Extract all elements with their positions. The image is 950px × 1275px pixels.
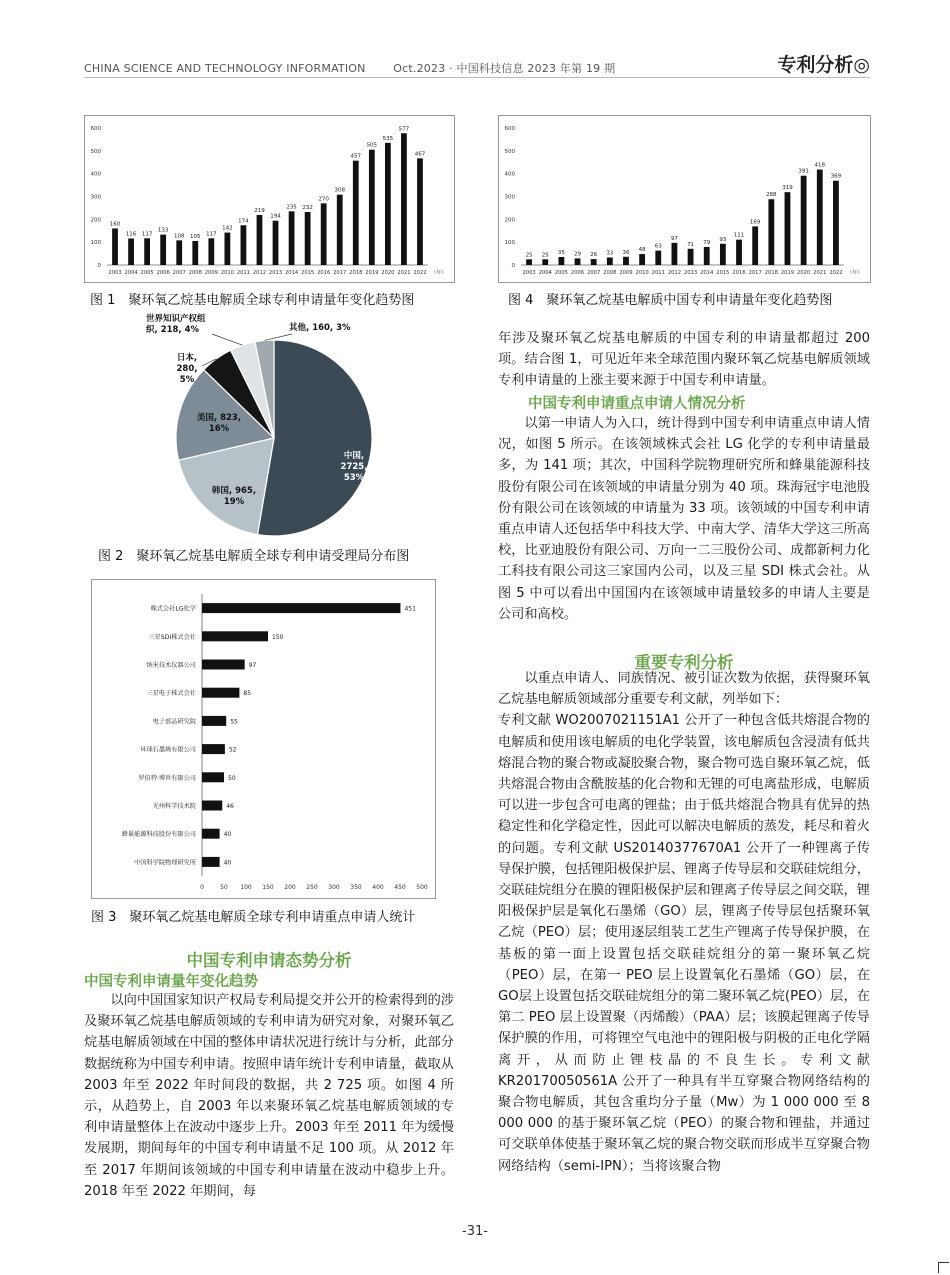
data-label: 577	[398, 126, 410, 133]
data-label: 418	[814, 162, 826, 169]
bar	[224, 233, 230, 265]
bar	[558, 257, 564, 265]
x-tick-label: 2006	[156, 270, 170, 276]
bar	[273, 221, 279, 265]
x-tick-label: 2004	[538, 270, 552, 276]
bar	[128, 239, 134, 265]
x-tick-label: 500	[416, 884, 428, 891]
y-tick-label: 200	[504, 217, 515, 224]
data-label: 33	[606, 250, 614, 257]
bar	[833, 181, 839, 265]
category-label: 蜂巢能源科技股份有限公司	[121, 831, 196, 839]
category-label: 纳米技术仪器公司	[146, 662, 196, 669]
data-label: 232	[302, 205, 313, 212]
data-label: 36	[622, 249, 630, 256]
data-label: 308	[334, 187, 345, 194]
data-label: 48	[638, 247, 646, 254]
x-tick-label: 2017	[333, 270, 347, 276]
slice-label: 16%	[208, 424, 230, 434]
figure-2-caption: 图 2 聚环氧乙烷基电解质全球专利申请受理局分布图	[98, 549, 410, 564]
data-label: 235	[286, 204, 297, 211]
data-label: 174	[238, 218, 249, 225]
x-unit-label: （年）	[431, 270, 447, 276]
bar	[385, 143, 391, 265]
slice-label: 中国,	[343, 451, 365, 461]
data-label: 133	[157, 227, 169, 234]
data-label: 219	[254, 207, 265, 214]
paragraph: 以第一申请人为入口，统计得到中国专利申请重点申请人情况，如图 5 所示。在该领域株式会社 LG 化学的专利申请量最多，为 141 项；其次，中国科学院物理研究所和蜂巢能源科技股份有限公司在该领域的申请量分别为 40 项。珠海冠宇电池股份有限公司在该领域的申请量为 33 项。该领域的中国专利申请重点申请人还包括华中科技大学、中南大学、清华大学这三所高校，比亚迪股份有限公司、万向一二三股份公司、成都新柯力化工科技有限公司这三家国内公司，以及三星 SDI 株式会社。从图 5 中可以看出中国国内在该领域申请量较多的申请人主要是公司和高校。	[498, 416, 870, 622]
x-tick-label: 100	[240, 884, 252, 891]
bar	[785, 192, 791, 265]
data-label: 288	[766, 192, 777, 199]
x-tick-label: 2007	[587, 270, 601, 276]
slice-label: 其他, 160, 3%	[289, 323, 351, 333]
x-tick-label: 2017	[748, 270, 762, 276]
x-tick-label: 300	[328, 884, 340, 891]
x-tick-label: 2009	[619, 270, 633, 276]
section-label: 专利分析◎	[777, 54, 870, 76]
right-column-top	[498, 328, 870, 392]
bar	[526, 259, 532, 265]
data-label: 93	[719, 236, 727, 243]
bar	[144, 238, 150, 265]
data-label: 85	[243, 690, 252, 698]
data-label: 29	[574, 251, 582, 258]
x-unit-label: （年）	[847, 270, 863, 276]
data-label: 40	[223, 831, 232, 839]
x-tick-label: 2015	[301, 270, 315, 276]
slice-label: 日本,	[176, 353, 198, 363]
bar	[575, 258, 581, 265]
x-tick-label: 350	[350, 884, 362, 891]
page-number: -31-	[462, 1224, 488, 1239]
category-label: 罗伯特·博世有限公司	[138, 774, 196, 782]
bar	[736, 240, 742, 265]
bar	[801, 176, 807, 265]
data-label: 116	[125, 231, 137, 238]
category-label: 株式会社LG化学	[150, 605, 196, 613]
x-tick-label: 2010	[635, 270, 649, 276]
x-tick-label: 2013	[683, 270, 698, 276]
data-label: 79	[703, 239, 711, 246]
bar	[672, 243, 678, 265]
bar	[401, 133, 407, 265]
bar	[353, 161, 359, 265]
data-label: 319	[782, 185, 793, 192]
figure-4-chart	[498, 115, 871, 283]
left-column-body	[84, 990, 454, 1202]
data-label: 97	[248, 662, 257, 669]
bar	[752, 226, 758, 265]
figure-4-caption: 图 4 聚环氧乙烷基电解质中国专利申请量年变化趋势图	[508, 293, 833, 308]
subsection-title-yearly: 中国专利申请量年变化趋势	[84, 974, 258, 990]
x-tick-label: 2019	[365, 270, 379, 276]
data-label: 25	[541, 252, 549, 259]
category-label: 环球石墨烯有限公司	[140, 746, 196, 754]
data-label: 391	[798, 168, 809, 175]
x-tick-label: 250	[306, 884, 318, 891]
x-tick-label: 0	[200, 884, 204, 891]
y-tick-label: 0	[511, 263, 515, 269]
slice-label: 世界知识产权组	[146, 314, 206, 324]
bar	[704, 247, 710, 265]
data-label: 369	[830, 173, 842, 180]
x-tick-label: 450	[394, 884, 406, 891]
bar	[176, 240, 182, 265]
crop-mark	[938, 1262, 949, 1273]
y-tick-label: 600	[90, 126, 101, 132]
bar	[688, 249, 694, 265]
x-tick-label: 2005	[140, 270, 154, 276]
y-tick-label: 300	[504, 194, 515, 201]
x-tick-label: 150	[262, 884, 274, 891]
x-tick-label: 200	[284, 884, 296, 891]
y-tick-label: 200	[90, 217, 101, 224]
figure-1-svg	[85, 116, 454, 282]
x-tick-label: 2005	[554, 270, 568, 276]
category-label: 三星电子株式会社	[146, 690, 196, 698]
x-tick-label: 2018	[349, 270, 363, 276]
x-tick-label: 2013	[268, 270, 283, 276]
figure-4-svg	[499, 116, 870, 282]
category-label: 光州科学技术院	[152, 803, 196, 810]
category-label: 中国科学院物理研究所	[134, 859, 196, 867]
data-label: 26	[590, 252, 598, 259]
figure-2-svg	[84, 308, 454, 540]
paragraph: 年涉及聚环氧乙烷基电解质的中国专利的申请量都超过 200 项。结合图 1，可见近年来全球范围内聚环氧乙烷基电解质领域专利申请量的上涨主要来源于中国专利申请量。	[498, 331, 870, 389]
data-label: 50	[228, 774, 236, 782]
data-label: 451	[404, 605, 416, 613]
figure-3-caption: 图 3 聚环氧乙烷基电解质全球专利申请重点申请人统计	[91, 910, 416, 925]
x-tick-label: 2022	[829, 270, 843, 276]
journal-name: CHINA SCIENCE AND TECHNOLOGY INFORMATION	[84, 62, 366, 75]
bar	[202, 772, 224, 782]
x-tick-label: 2010	[220, 270, 234, 276]
category-label: 三星SDI株式会社	[148, 633, 196, 641]
bar	[202, 631, 268, 641]
data-label: 46	[226, 803, 234, 810]
bar	[257, 215, 263, 265]
slice-label: 美国, 823,	[196, 413, 242, 423]
bar	[817, 170, 823, 265]
y-tick-label: 500	[504, 148, 515, 155]
bar	[192, 241, 198, 265]
figure-3-chart	[91, 579, 436, 899]
bar	[591, 259, 597, 265]
bar	[542, 259, 548, 265]
slice-label: 5%	[179, 375, 195, 385]
slice-label: 韩国, 965,	[211, 486, 257, 496]
bar	[208, 238, 214, 265]
bar	[202, 744, 225, 754]
bar	[369, 150, 375, 265]
bar	[112, 228, 118, 265]
x-tick-label: 2006	[570, 270, 585, 276]
paragraph: 以重点申请人、同族情况、被引证次数为依据，获得聚环氧乙烷基电解质领域部分重要专利文献，列举如下：	[498, 671, 870, 708]
x-tick-label: 2011	[651, 270, 665, 276]
issue-info: Oct.2023 · 中国科技信息 2023 年第 19 期	[393, 62, 616, 75]
x-tick-label: 2014	[700, 270, 714, 276]
header-divider	[84, 77, 870, 78]
x-tick-label: 2008	[188, 270, 202, 276]
data-label: 457	[350, 153, 362, 160]
figure-3-svg	[92, 580, 435, 898]
y-tick-label: 100	[504, 240, 515, 247]
bar	[202, 801, 222, 811]
data-label: 150	[272, 633, 284, 641]
bar	[655, 251, 661, 265]
bar	[305, 212, 311, 265]
x-tick-label: 2015	[716, 270, 730, 276]
x-tick-label: 2011	[236, 270, 251, 276]
bar	[202, 660, 245, 670]
x-tick-label: 2008	[603, 270, 617, 276]
y-tick-label: 300	[90, 194, 101, 201]
data-label: 160	[109, 221, 121, 228]
x-tick-label: 2020	[381, 270, 395, 276]
bar	[768, 199, 774, 265]
subsection-title-applicants: 中国专利申请重点申请人情况分析	[528, 396, 746, 412]
data-label: 535	[382, 135, 394, 142]
data-label: 117	[141, 231, 153, 238]
y-tick-label: 500	[90, 148, 101, 155]
bar	[160, 235, 166, 265]
bar	[241, 225, 247, 265]
data-label: 505	[366, 142, 378, 149]
data-label: 105	[190, 234, 201, 241]
y-tick-label: 100	[90, 240, 101, 247]
data-label: 117	[206, 231, 217, 238]
data-label: 55	[230, 718, 238, 726]
bar	[202, 688, 239, 698]
data-label: 52	[228, 746, 237, 754]
x-tick-label: 2018	[764, 270, 778, 276]
figure-1-chart	[84, 115, 455, 283]
x-tick-label: 2003	[522, 270, 536, 276]
bar	[623, 257, 629, 265]
x-tick-label: 2022	[413, 270, 427, 276]
x-tick-label: 2021	[813, 270, 827, 276]
x-tick-label: 2007	[172, 270, 186, 276]
right-column-middle	[498, 413, 870, 625]
x-tick-label: 50	[220, 884, 228, 891]
x-tick-label: 400	[372, 884, 384, 891]
x-tick-label: 2012	[252, 270, 267, 276]
paragraph: 以向中国国家知识产权局专利局提交并公开的检索得到的涉及聚环氧乙烷基电解质领域的专利申请为研究对象，对聚环氧乙烷基电解质领域在中国的整体申请状况进行统计与分析，此部分数据统称为中国专利申请。按照申请年统计专利申请量，截取从 2003 年至 2022 年时间段的数据，共 2 725 项。如图 4 所示，从趋势上，自 2003 年以来聚环氧乙烷基电解质领域的专利申请量整体上在波动中逐步上升。2003 年至 2011 年为缓慢发展期，期间每年的中国专利申请量不足 100 项。从 2012 年至 2017 年期间该领域的中国专利申请量在波动中稳步上升。2018 年至 2022 年期间，每	[84, 993, 454, 1199]
y-tick-label: 0	[97, 263, 101, 269]
x-tick-label: 2020	[797, 270, 811, 276]
bar	[289, 211, 295, 265]
leader-line	[212, 334, 243, 345]
data-label: 108	[173, 233, 185, 240]
bar	[417, 158, 423, 265]
section-title-trend: 中国专利申请态势分析	[186, 951, 352, 970]
paragraph: 专利文献 WO2007021151A1 公开了一种包含低共熔混合物的电解质和使用该电解质的电化学装置，该电解质包含浸渍有低共熔混合物的聚合物或凝胶聚合物，聚合物可选自聚环氧乙烷，低共熔混合物由含酰胺基的化合物和无锂的可电离盐形成，电解质可以进一步包含可电离的锂盐；由于低共熔混合物具有优异的热稳定性和化学稳定性，因此可以解决电解质的蒸发，耗尽和着火的问题。专利文献 US20140377670A1 公开了一种锂离子传导保护膜，包括锂阳极保护层、锂离子传导层和交联硅烷组分，交联硅烷组分在膜的锂阳极保护层和锂离子传导层之间交联，锂阳极保护层是氧化石墨烯（GO）层，锂离子传导层包括聚环氧乙烷（PEO）层；使用逐层组装工艺生产锂离子传导保护膜，在基板的第一面上设置包括交联硅烷组分的第一聚环氧乙烷（PEO）层，在第一 PEO 层上设置氧化石墨烯（GO）层，在GO层上设置包括交联硅烷组分的第二聚环氧乙烷(PEO）层，在第二 PEO 层上设置聚（丙烯酸）（PAA）层；该膜起锂离子传导保护膜的作用，可将锂空气电池中的锂阳极与阴极的正电化学隔离开，从而防止锂枝晶的不良生长。专利文献 KR20170050561A 公开了一种具有半互穿聚合物网络结构的聚合物电解质，其包含重均分子量（Mw）为 1 000 000 至 8 000 000 的基于聚环氧乙烷（PEO）的聚合物和锂盐，并通过可交联单体使基于聚环氧乙烷的聚合物交联而形成半互穿聚合物网络结构（semi-IPN）；当将该聚合物	[498, 713, 870, 1174]
bar	[337, 195, 343, 265]
x-tick-label: 2009	[204, 270, 218, 276]
x-tick-label: 2019	[780, 270, 795, 276]
y-tick-label: 400	[504, 171, 515, 178]
bar	[607, 257, 613, 265]
bar	[202, 829, 220, 839]
data-label: 169	[749, 219, 761, 226]
bar	[202, 603, 400, 613]
slice-label: 织, 218, 4%	[146, 325, 200, 335]
slice-label: 2725,	[340, 462, 368, 472]
bar	[321, 203, 327, 265]
data-label: 40	[223, 859, 232, 867]
data-label: 25	[525, 252, 533, 259]
data-label: 142	[222, 225, 233, 232]
y-tick-label: 600	[504, 126, 515, 132]
running-header	[84, 60, 615, 76]
section-title-key-patents: 重要专利分析	[634, 653, 734, 672]
slice-label: 280,	[176, 364, 198, 374]
x-tick-label: 2016	[317, 270, 331, 276]
x-tick-label: 2004	[124, 270, 138, 276]
data-label: 63	[654, 243, 662, 250]
x-tick-label: 2016	[732, 270, 746, 276]
bar	[720, 244, 726, 265]
y-tick-label: 400	[90, 171, 101, 178]
figure-1-caption: 图 1 聚环氧乙烷基电解质全球专利申请量年变化趋势图	[90, 293, 415, 308]
right-column-bottom	[498, 668, 870, 1177]
category-label: 电子部品研究院	[152, 718, 196, 726]
data-label: 71	[687, 241, 695, 248]
bar	[202, 857, 220, 867]
x-tick-label: 2003	[108, 270, 122, 276]
data-label: 35	[557, 250, 565, 257]
bar	[639, 254, 645, 265]
slice-label: 53%	[343, 473, 365, 483]
data-label: 97	[670, 235, 678, 242]
slice-label: 19%	[223, 497, 245, 507]
bar	[202, 716, 226, 726]
x-tick-label: 2014	[284, 270, 299, 276]
x-tick-label: 2021	[397, 270, 411, 276]
figure-2-chart	[84, 308, 454, 540]
data-label: 194	[270, 213, 281, 220]
x-tick-label: 2012	[667, 270, 682, 276]
data-label: 111	[733, 232, 745, 239]
data-label: 467	[414, 151, 426, 158]
data-label: 270	[318, 196, 329, 203]
